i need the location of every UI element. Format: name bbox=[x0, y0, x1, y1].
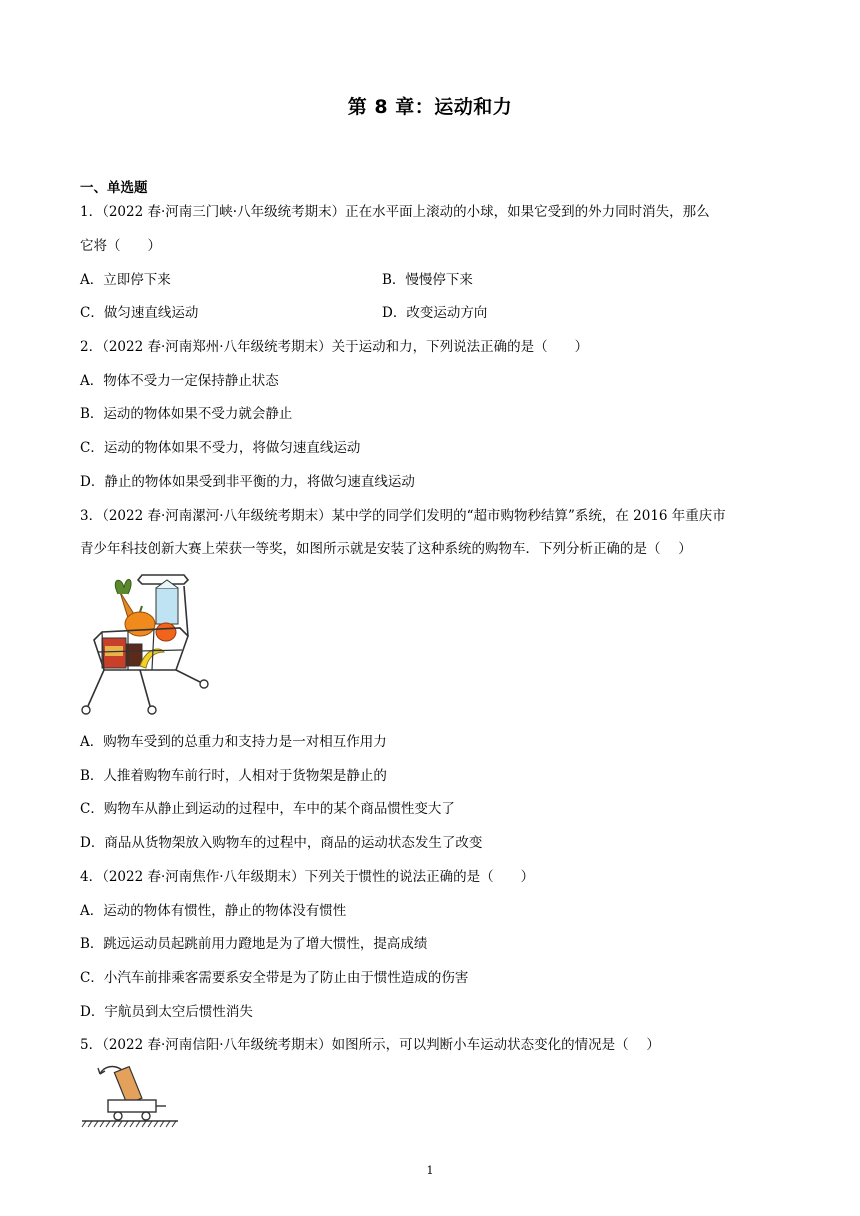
q4-option-b: B．跳远运动员起跳前用力蹬地是为了增大惯性，提高成绩 bbox=[80, 936, 428, 952]
q4-option-a: A．运动的物体有惯性，静止的物体没有惯性 bbox=[80, 903, 347, 919]
q1-stem-line1: 1．（2022 春·河南三门峡·八年级统考期末）正在水平面上滚动的小球，如果它受到的外力同时消失，那么 bbox=[80, 204, 710, 220]
q1-option-d: D．改变运动方向 bbox=[382, 305, 488, 321]
cart-block-figure bbox=[80, 1062, 184, 1130]
q3-option-b: B．人推着购物车前行时，人相对于货物架是静止的 bbox=[80, 768, 387, 784]
q3-stem-line2: 青少年科技创新大赛上荣获一等奖，如图所示就是安装了这种系统的购物车．下列分析正确的是（ ） bbox=[80, 541, 692, 557]
q3-option-d: D．商品从货物架放入购物车的过程中，商品的运动状态发生了改变 bbox=[80, 835, 483, 851]
q3-stem-line1: 3．（2022 春·河南漯河·八年级统考期末）某中学的同学们发明的“超市购物秒结算”系统，在 2016 年重庆市 bbox=[80, 508, 726, 524]
q4-stem: 4．（2022 春·河南焦作·八年级期末）下列关于惯性的说法正确的是（ ） bbox=[80, 869, 535, 885]
page-title: 第 8 章：运动和力 bbox=[347, 96, 513, 118]
q1-stem-line2: 它将（ ） bbox=[80, 238, 161, 254]
shopping-cart-figure bbox=[80, 572, 212, 718]
q2-stem: 2．（2022 春·河南郑州·八年级统考期末）关于运动和力，下列说法正确的是（ ） bbox=[80, 339, 589, 355]
q2-option-c: C．运动的物体如果不受力，将做匀速直线运动 bbox=[80, 440, 361, 456]
q1-option-c: C．做匀速直线运动 bbox=[80, 305, 199, 321]
q2-option-d: D．静止的物体如果受到非平衡的力，将做匀速直线运动 bbox=[80, 474, 415, 490]
q1-option-b: B．慢慢停下来 bbox=[382, 272, 473, 288]
q2-option-a: A．物体不受力一定保持静止状态 bbox=[80, 373, 279, 389]
q4-option-c: C．小汽车前排乘客需要系安全带是为了防止由于惯性造成的伤害 bbox=[80, 970, 469, 986]
q3-option-a: A．购物车受到的总重力和支持力是一对相互作用力 bbox=[80, 734, 387, 750]
q2-option-b: B．运动的物体如果不受力就会静止 bbox=[80, 406, 293, 422]
section-heading: 一、单选题 bbox=[80, 180, 148, 196]
q1-option-a: A．立即停下来 bbox=[80, 272, 171, 288]
q5-stem: 5．（2022 春·河南信阳·八年级统考期末）如图所示，可以判断小车运动状态变化的情况是（ ） bbox=[80, 1037, 660, 1053]
q3-option-c: C．购物车从静止到运动的过程中，车中的某个商品惯性变大了 bbox=[80, 801, 455, 817]
page-number: 1 bbox=[426, 1164, 434, 1177]
q4-option-d: D．宇航员到太空后惯性消失 bbox=[80, 1004, 253, 1020]
